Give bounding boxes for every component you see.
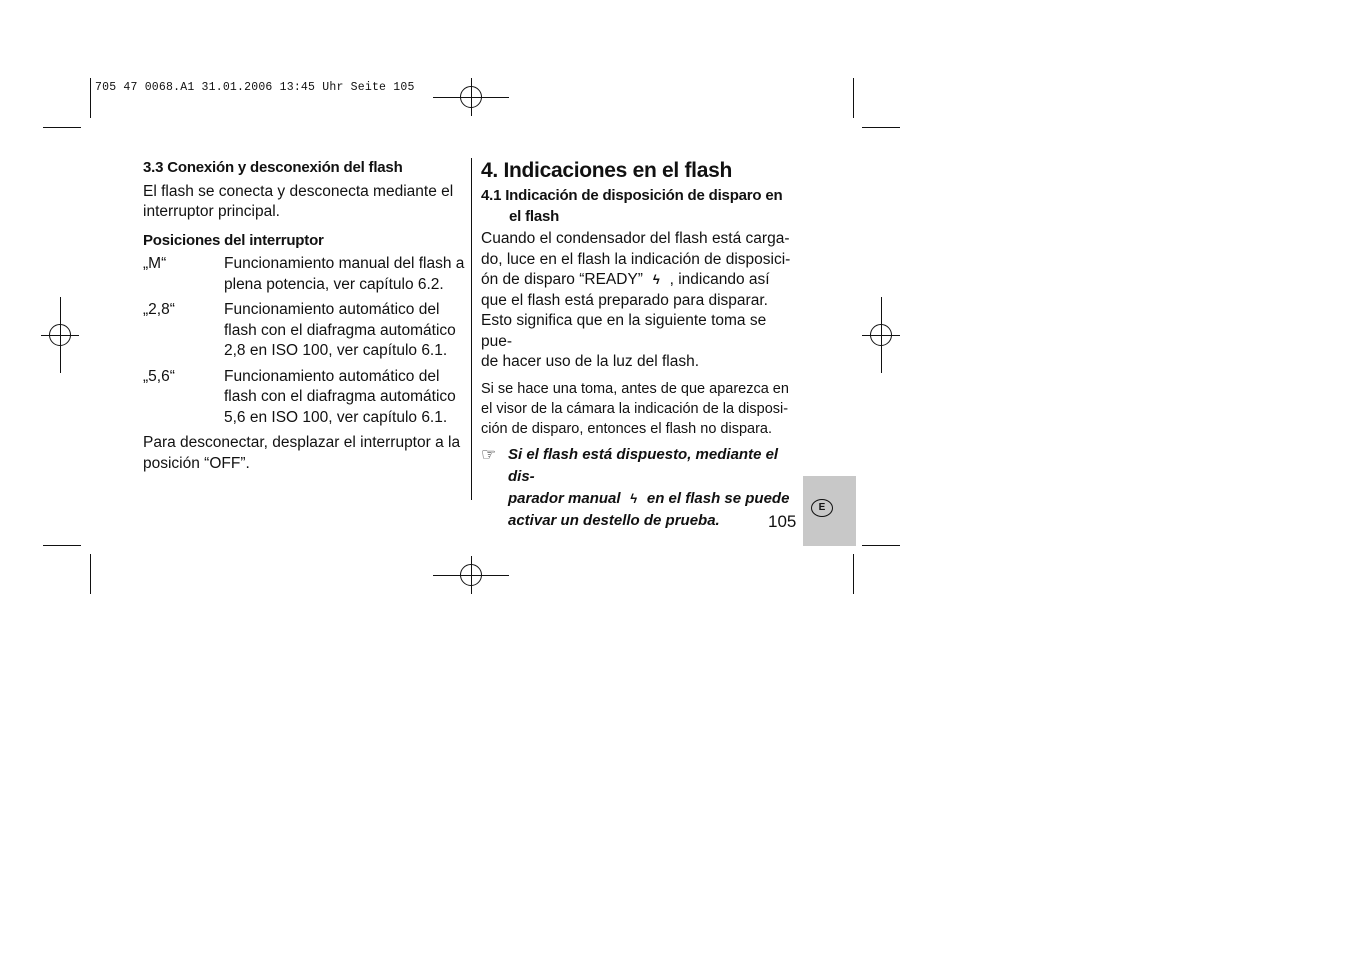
registration-circle [49,324,71,346]
paragraph-text: ón de disparo “READY” [481,271,643,288]
lightning-icon: ϟ [630,490,638,506]
position-label: „5,6“ [143,367,175,385]
subheading-4-1: 4.1 Indicación de disposición de disparo en [481,187,783,204]
crop-mark [853,78,854,118]
note-text: parador manual [508,489,621,507]
paragraph-line: Si se hace una toma, antes de que aparezca en [481,380,789,397]
positions-heading: Posiciones del interruptor [143,231,324,249]
pointing-hand-icon: ☞ [481,444,497,464]
paragraph-line: Cuando el condensador del flash está carga- [481,230,790,247]
paragraph-line: ción de disparo, entonces el flash no dispara. [481,420,772,437]
crop-mark [862,545,900,546]
paragraph-line: el visor de la cámara la indicación de la disposi- [481,400,789,417]
position-text: plena potencia, ver capítulo 6.2. [224,275,444,293]
paragraph-line: Esto significa que en la siguiente toma se pue- [481,312,767,350]
position-label: „2,8“ [143,301,175,318]
position-text: Funcionamiento automático del [224,301,440,318]
lightning-icon: ϟ [652,272,660,287]
subheading-4-1-cont: el flash [509,207,560,225]
registration-circle [870,324,892,346]
position-text: flash con el diafragma automático [224,388,456,405]
paragraph-line: do, luce en el flash la indicación de disposici- [481,250,791,268]
position-label: „M“ [143,255,167,272]
paragraph-line [481,270,801,291]
note-line [508,488,801,510]
chapter-heading-4: 4. Indicaciones en el flash [481,159,732,182]
right-column [481,158,801,532]
paragraph-text: , indicando así [669,271,770,288]
print-slug: 705 47 0068.A1 31.01.2006 13:45 Uhr Seite 105 [95,81,415,94]
column-divider [471,158,472,500]
crop-mark [90,554,91,594]
position-text: 2,8 en ISO 100, ver capítulo 6.1. [224,342,448,359]
crop-mark [90,78,91,118]
note-line: Si el flash está dispuesto, mediante el dis- [508,445,779,485]
position-text: 5,6 en ISO 100, ver capítulo 6.1. [224,408,448,426]
note-text: en el flash se puede [646,489,790,507]
intro-line: interruptor principal. [143,203,280,220]
page-number: 105 [768,512,797,531]
outro-line: Para desconectar, desplazar el interruptor a la [143,434,461,451]
registration-circle [460,86,482,108]
paragraph-line: de hacer uso de la luz del flash. [481,353,699,370]
position-item-m [143,254,468,295]
intro-line: El flash se conecta y desconecta mediante el [143,182,454,200]
position-text: Funcionamiento automático del [224,367,440,385]
position-text: flash con el diafragma automático [224,321,456,339]
language-badge: E [811,499,833,517]
crop-mark [862,127,900,128]
paragraph-line: que el flash está preparado para disparar. [481,291,768,309]
crop-mark [43,127,81,128]
position-text: Funcionamiento manual del flash a [224,255,465,272]
crop-mark [853,554,854,594]
left-column [143,158,468,474]
section-heading-3-3: 3.3 Conexión y desconexión del flash [143,159,403,176]
tip-note [481,444,801,532]
registration-circle [460,564,482,586]
note-line: activar un destello de prueba. [508,511,720,529]
crop-mark [43,545,81,546]
position-item-5-6 [143,367,468,429]
outro-line: posición “OFF”. [143,454,250,472]
position-item-2-8 [143,300,468,362]
